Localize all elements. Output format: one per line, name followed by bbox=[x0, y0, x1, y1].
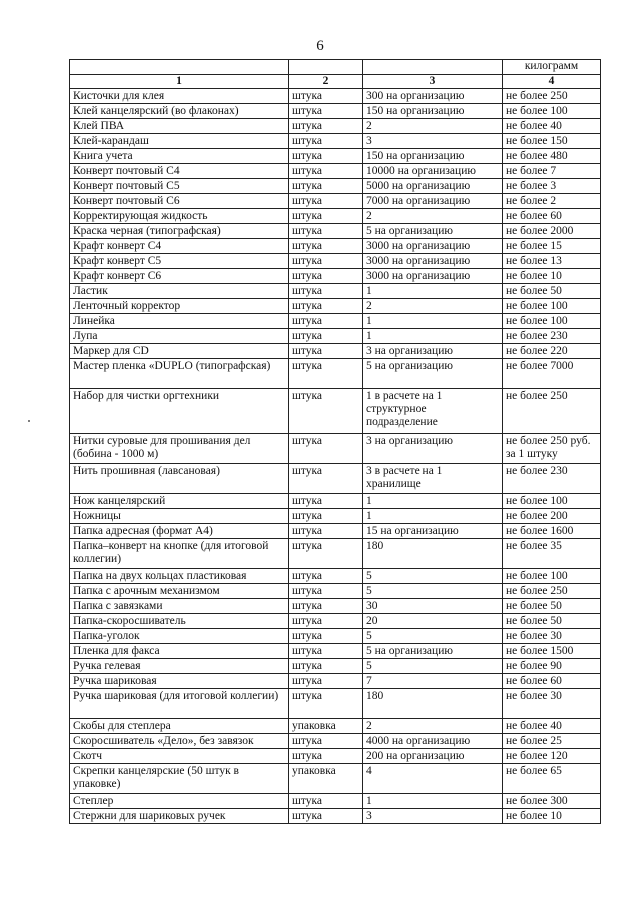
price-cell: не более 250 bbox=[503, 89, 601, 104]
quantity-cell: 5 на организацию bbox=[363, 359, 503, 389]
price-cell: не более 2000 bbox=[503, 224, 601, 239]
price-cell: не более 30 bbox=[503, 629, 601, 644]
table-row bbox=[70, 689, 601, 719]
unit-cell: штука bbox=[289, 689, 363, 719]
unit-cell: штука bbox=[289, 239, 363, 254]
item-name-cell: Книга учета bbox=[70, 149, 289, 164]
item-name-cell: Конверт почтовый С6 bbox=[70, 194, 289, 209]
item-name-cell: Мастер пленка «DUPLO (типографская) bbox=[70, 359, 289, 389]
item-name-cell: Маркер для CD bbox=[70, 344, 289, 359]
table-row bbox=[70, 209, 601, 224]
unit-cell: штука bbox=[289, 194, 363, 209]
unit-cell: штука bbox=[289, 224, 363, 239]
unit-cell: штука bbox=[289, 809, 363, 824]
unit-cell: штука bbox=[289, 284, 363, 299]
item-name-cell: Корректирующая жидкость bbox=[70, 209, 289, 224]
table-row bbox=[70, 149, 601, 164]
quantity-cell: 150 на организацию bbox=[363, 104, 503, 119]
item-name-cell: Ножницы bbox=[70, 509, 289, 524]
unit-cell: штука bbox=[289, 359, 363, 389]
item-name-cell: Клей канцелярский (во флаконах) bbox=[70, 104, 289, 119]
table-row bbox=[70, 194, 601, 209]
unit-header-cell: килограмм bbox=[503, 60, 601, 75]
table-row bbox=[70, 539, 601, 569]
unit-cell: штука bbox=[289, 629, 363, 644]
unit-cell: штука bbox=[289, 389, 363, 434]
price-cell: не более 100 bbox=[503, 494, 601, 509]
table-row bbox=[70, 329, 601, 344]
table-row bbox=[70, 434, 601, 464]
item-name-cell: Стержни для шариковых ручек bbox=[70, 809, 289, 824]
price-cell: не более 40 bbox=[503, 719, 601, 734]
item-name-cell: Лупа bbox=[70, 329, 289, 344]
table-row bbox=[70, 89, 601, 104]
page-number: 6 bbox=[316, 38, 324, 54]
item-name-cell: Нож канцелярский bbox=[70, 494, 289, 509]
unit-cell: штука bbox=[289, 119, 363, 134]
item-name-cell: Крафт конверт С4 bbox=[70, 239, 289, 254]
item-name-cell: Папка с завязками bbox=[70, 599, 289, 614]
table-row bbox=[70, 389, 601, 434]
table-row bbox=[70, 359, 601, 389]
item-name-cell: Папка на двух кольцах пластиковая bbox=[70, 569, 289, 584]
quantity-cell: 150 на организацию bbox=[363, 149, 503, 164]
price-cell: не более 480 bbox=[503, 149, 601, 164]
table-row bbox=[70, 224, 601, 239]
quantity-cell: 1 bbox=[363, 284, 503, 299]
unit-cell: штука bbox=[289, 209, 363, 224]
quantity-cell: 5 bbox=[363, 569, 503, 584]
item-name-cell: Скотч bbox=[70, 749, 289, 764]
quantity-cell: 3000 на организацию bbox=[363, 254, 503, 269]
unit-cell: упаковка bbox=[289, 764, 363, 794]
unit-cell: штука bbox=[289, 314, 363, 329]
price-cell: не более 100 bbox=[503, 569, 601, 584]
item-name-cell: Скобы для степлера bbox=[70, 719, 289, 734]
price-cell: не более 100 bbox=[503, 314, 601, 329]
item-name-cell: Степлер bbox=[70, 794, 289, 809]
table-row bbox=[70, 284, 601, 299]
table-row bbox=[70, 749, 601, 764]
price-cell: не более 90 bbox=[503, 659, 601, 674]
item-name-cell: Папка адресная (формат А4) bbox=[70, 524, 289, 539]
table-row bbox=[70, 509, 601, 524]
quantity-cell: 3 в расчете на 1 хранилище bbox=[363, 464, 503, 494]
column-number: 1 bbox=[70, 75, 289, 89]
quantity-cell: 4 bbox=[363, 764, 503, 794]
quantity-cell: 1 bbox=[363, 329, 503, 344]
table-row bbox=[70, 614, 601, 629]
quantity-cell: 3 на организацию bbox=[363, 434, 503, 464]
price-cell: не более 3 bbox=[503, 179, 601, 194]
price-cell: не более 120 bbox=[503, 749, 601, 764]
item-name-cell: Папка-уголок bbox=[70, 629, 289, 644]
table-row bbox=[70, 584, 601, 599]
table-row bbox=[70, 794, 601, 809]
price-cell: не более 230 bbox=[503, 329, 601, 344]
quantity-cell: 5 на организацию bbox=[363, 644, 503, 659]
item-name-cell: Крафт конверт С5 bbox=[70, 254, 289, 269]
price-cell: не более 60 bbox=[503, 674, 601, 689]
column-number-row bbox=[70, 75, 601, 89]
item-name-cell: Папка с арочным механизмом bbox=[70, 584, 289, 599]
quantity-cell: 3 bbox=[363, 809, 503, 824]
item-name-cell: Ручка шариковая bbox=[70, 674, 289, 689]
unit-cell: штука bbox=[289, 269, 363, 284]
item-name-cell: Краска черная (типографская) bbox=[70, 224, 289, 239]
price-cell: не более 1600 bbox=[503, 524, 601, 539]
price-cell: не более 13 bbox=[503, 254, 601, 269]
table-row bbox=[70, 629, 601, 644]
table-row bbox=[70, 164, 601, 179]
quantity-cell: 7 bbox=[363, 674, 503, 689]
quantity-cell: 15 на организацию bbox=[363, 524, 503, 539]
price-cell: не более 250 руб. за 1 штуку bbox=[503, 434, 601, 464]
quantity-cell: 180 bbox=[363, 539, 503, 569]
price-cell: не более 300 bbox=[503, 794, 601, 809]
item-name-cell: Линейка bbox=[70, 314, 289, 329]
unit-header-empty bbox=[363, 60, 503, 75]
table-row bbox=[70, 299, 601, 314]
quantity-cell: 10000 на организацию bbox=[363, 164, 503, 179]
unit-cell: штука bbox=[289, 329, 363, 344]
quantity-cell: 2 bbox=[363, 719, 503, 734]
unit-header-empty bbox=[289, 60, 363, 75]
item-name-cell: Нитки суровые для прошивания дел (бобина - 1000 м) bbox=[70, 434, 289, 464]
unit-cell: штука bbox=[289, 509, 363, 524]
table-row bbox=[70, 659, 601, 674]
price-cell: не более 35 bbox=[503, 539, 601, 569]
quantity-cell: 3000 на организацию bbox=[363, 269, 503, 284]
table-row bbox=[70, 254, 601, 269]
item-name-cell: Кисточки для клея bbox=[70, 89, 289, 104]
item-name-cell: Папка–конверт на кнопке (для итоговой коллегии) bbox=[70, 539, 289, 569]
quantity-cell: 5 bbox=[363, 659, 503, 674]
price-cell: не более 60 bbox=[503, 209, 601, 224]
table-row bbox=[70, 764, 601, 794]
item-name-cell: Пленка для факса bbox=[70, 644, 289, 659]
price-cell: не более 100 bbox=[503, 104, 601, 119]
quantity-cell: 1 bbox=[363, 794, 503, 809]
unit-cell: штука bbox=[289, 599, 363, 614]
item-name-cell: Клей-карандаш bbox=[70, 134, 289, 149]
quantity-cell: 7000 на организацию bbox=[363, 194, 503, 209]
unit-cell: штука bbox=[289, 734, 363, 749]
quantity-cell: 5 bbox=[363, 629, 503, 644]
unit-cell: штука bbox=[289, 659, 363, 674]
unit-cell: штука bbox=[289, 584, 363, 599]
quantity-cell: 4000 на организацию bbox=[363, 734, 503, 749]
price-cell: не более 65 bbox=[503, 764, 601, 794]
price-cell: не более 15 bbox=[503, 239, 601, 254]
table-row bbox=[70, 134, 601, 149]
unit-cell: штука bbox=[289, 539, 363, 569]
price-cell: не более 50 bbox=[503, 614, 601, 629]
item-name-cell: Конверт почтовый С5 bbox=[70, 179, 289, 194]
table-row bbox=[70, 809, 601, 824]
unit-cell: штука bbox=[289, 344, 363, 359]
price-cell: не более 100 bbox=[503, 299, 601, 314]
unit-cell: штука bbox=[289, 794, 363, 809]
table-row bbox=[70, 179, 601, 194]
price-cell: не более 50 bbox=[503, 599, 601, 614]
price-cell: не более 200 bbox=[503, 509, 601, 524]
price-cell: не более 10 bbox=[503, 809, 601, 824]
price-cell: не более 150 bbox=[503, 134, 601, 149]
item-name-cell: Скоросшиватель «Дело», без завязок bbox=[70, 734, 289, 749]
table-row bbox=[70, 119, 601, 134]
column-number: 2 bbox=[289, 75, 363, 89]
item-name-cell: Ластик bbox=[70, 284, 289, 299]
quantity-cell: 2 bbox=[363, 209, 503, 224]
quantity-cell: 1 bbox=[363, 494, 503, 509]
table-row bbox=[70, 734, 601, 749]
table-row bbox=[70, 644, 601, 659]
price-cell: не более 30 bbox=[503, 689, 601, 719]
table-row bbox=[70, 239, 601, 254]
price-cell: не более 25 bbox=[503, 734, 601, 749]
table-row bbox=[70, 344, 601, 359]
price-cell: не более 220 bbox=[503, 344, 601, 359]
quantity-cell: 5000 на организацию bbox=[363, 179, 503, 194]
item-name-cell: Крафт конверт С6 bbox=[70, 269, 289, 284]
item-name-cell: Ленточный корректор bbox=[70, 299, 289, 314]
table-row bbox=[70, 104, 601, 119]
price-cell: не более 50 bbox=[503, 284, 601, 299]
quantity-cell: 180 bbox=[363, 689, 503, 719]
unit-header-empty bbox=[70, 60, 289, 75]
item-name-cell: Ручка шариковая (для итоговой коллегии) bbox=[70, 689, 289, 719]
item-name-cell: Конверт почтовый С4 bbox=[70, 164, 289, 179]
column-number: 4 bbox=[503, 75, 601, 89]
price-cell: не более 7 bbox=[503, 164, 601, 179]
unit-cell: штука bbox=[289, 674, 363, 689]
quantity-cell: 2 bbox=[363, 119, 503, 134]
unit-cell: штука bbox=[289, 164, 363, 179]
table-row bbox=[70, 314, 601, 329]
price-cell: не более 10 bbox=[503, 269, 601, 284]
unit-cell: штука bbox=[289, 134, 363, 149]
unit-cell: штука bbox=[289, 104, 363, 119]
price-cell: не более 40 bbox=[503, 119, 601, 134]
quantity-cell: 30 bbox=[363, 599, 503, 614]
price-cell: не более 250 bbox=[503, 584, 601, 599]
margin-dot bbox=[28, 420, 30, 422]
price-cell: не более 230 bbox=[503, 464, 601, 494]
unit-cell: штука bbox=[289, 89, 363, 104]
unit-cell: штука bbox=[289, 524, 363, 539]
quantity-cell: 3000 на организацию bbox=[363, 239, 503, 254]
quantity-cell: 20 bbox=[363, 614, 503, 629]
quantity-cell: 1 bbox=[363, 314, 503, 329]
quantity-cell: 200 на организацию bbox=[363, 749, 503, 764]
price-cell: не более 2 bbox=[503, 194, 601, 209]
item-name-cell: Скрепки канцелярские (50 штук в упаковке) bbox=[70, 764, 289, 794]
unit-header-row bbox=[70, 60, 601, 75]
unit-cell: штука bbox=[289, 149, 363, 164]
quantity-cell: 3 на организацию bbox=[363, 344, 503, 359]
unit-cell: штука bbox=[289, 644, 363, 659]
table-row bbox=[70, 674, 601, 689]
unit-cell: штука bbox=[289, 614, 363, 629]
table-row bbox=[70, 599, 601, 614]
unit-cell: штука bbox=[289, 434, 363, 464]
quantity-cell: 300 на организацию bbox=[363, 89, 503, 104]
unit-cell: штука bbox=[289, 749, 363, 764]
quantity-cell: 5 на организацию bbox=[363, 224, 503, 239]
table-row bbox=[70, 719, 601, 734]
item-name-cell: Нить прошивная (лавсановая) bbox=[70, 464, 289, 494]
table-row bbox=[70, 464, 601, 494]
item-name-cell: Папка-скоросшиватель bbox=[70, 614, 289, 629]
unit-cell: штука bbox=[289, 254, 363, 269]
unit-cell: штука bbox=[289, 299, 363, 314]
quantity-cell: 1 bbox=[363, 509, 503, 524]
quantity-cell: 1 в расчете на 1 структурное подразделение bbox=[363, 389, 503, 434]
column-number: 3 bbox=[363, 75, 503, 89]
price-cell: не более 1500 bbox=[503, 644, 601, 659]
table-row bbox=[70, 494, 601, 509]
unit-cell: штука bbox=[289, 179, 363, 194]
quantity-cell: 3 bbox=[363, 134, 503, 149]
unit-cell: упаковка bbox=[289, 719, 363, 734]
quantity-cell: 2 bbox=[363, 299, 503, 314]
unit-cell: штука bbox=[289, 494, 363, 509]
item-name-cell: Ручка гелевая bbox=[70, 659, 289, 674]
item-name-cell: Клей ПВА bbox=[70, 119, 289, 134]
price-cell: не более 250 bbox=[503, 389, 601, 434]
supplies-table bbox=[69, 59, 601, 824]
price-cell: не более 7000 bbox=[503, 359, 601, 389]
item-name-cell: Набор для чистки оргтехники bbox=[70, 389, 289, 434]
unit-cell: штука bbox=[289, 464, 363, 494]
table-row bbox=[70, 269, 601, 284]
table-row bbox=[70, 524, 601, 539]
unit-cell: штука bbox=[289, 569, 363, 584]
quantity-cell: 5 bbox=[363, 584, 503, 599]
table-row bbox=[70, 569, 601, 584]
